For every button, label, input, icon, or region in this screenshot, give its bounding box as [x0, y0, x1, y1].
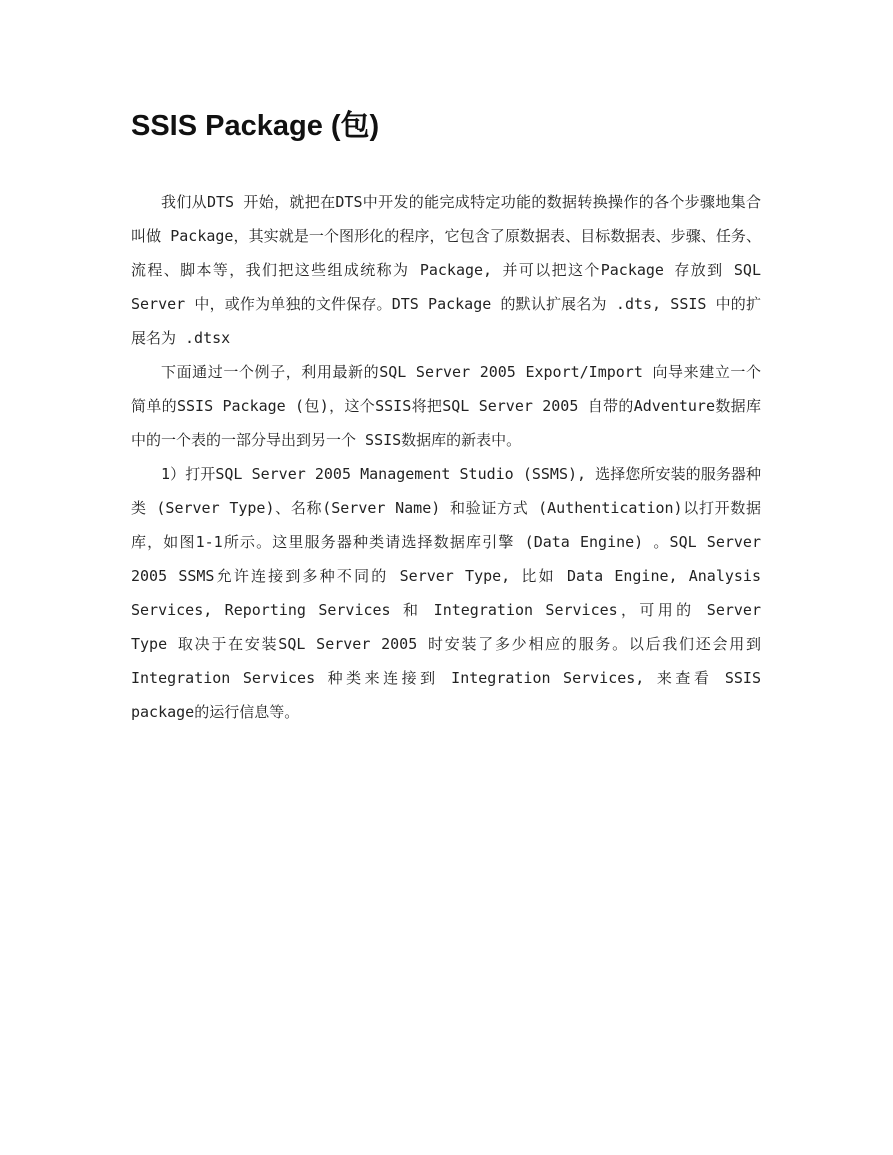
paragraph-step-1: 1）打开SQL Server 2005 Management Studio (SSMS), 选择您所安装的服务器种类 (Server Type)、名称(Server Name) 和验证方式 (Authentication)以打开数据库，如图1-1所示。这里服务器种类请选择数据库引擎 (Data Engine) 。SQL Server 2005 SSMS允许连接到多种不同的 Server Type, 比如 Data Engine, Analysis Services, Reporting Services 和 Integration Services，可用的 Server Type 取决于在安装SQL Server 2005 时安装了多少相应的服务。以后我们还会用到 Integration Services 种类来连接到 Integration Services, 来查看 SSIS package的运行信息等。 [131, 465, 761, 721]
page-title: SSIS Package (包) [131, 110, 380, 142]
paragraph-intro: 我们从DTS 开始，就把在DTS中开发的能完成特定功能的数据转换操作的各个步骤地集合叫做 Package，其实就是一个图形化的程序，它包含了原数据表、目标数据表、步骤、任务、流程、脚本等，我们把这些组成统称为 Package, 并可以把这个Package 存放到 SQL Server 中，或作为单独的文件保存。DTS Package 的默认扩展名为 .dts, SSIS 中的扩展名为 .dtsx [131, 193, 761, 347]
paragraph-example: 下面通过一个例子，利用最新的SQL Server 2005 Export/Import 向导来建立一个简单的SSIS Package (包)，这个SSIS将把SQL Server 2005 自带的Adventure数据库中的一个表的一部分导出到另一个 SSIS数据库的新表中。 [131, 363, 761, 449]
body-text [131, 185, 761, 729]
